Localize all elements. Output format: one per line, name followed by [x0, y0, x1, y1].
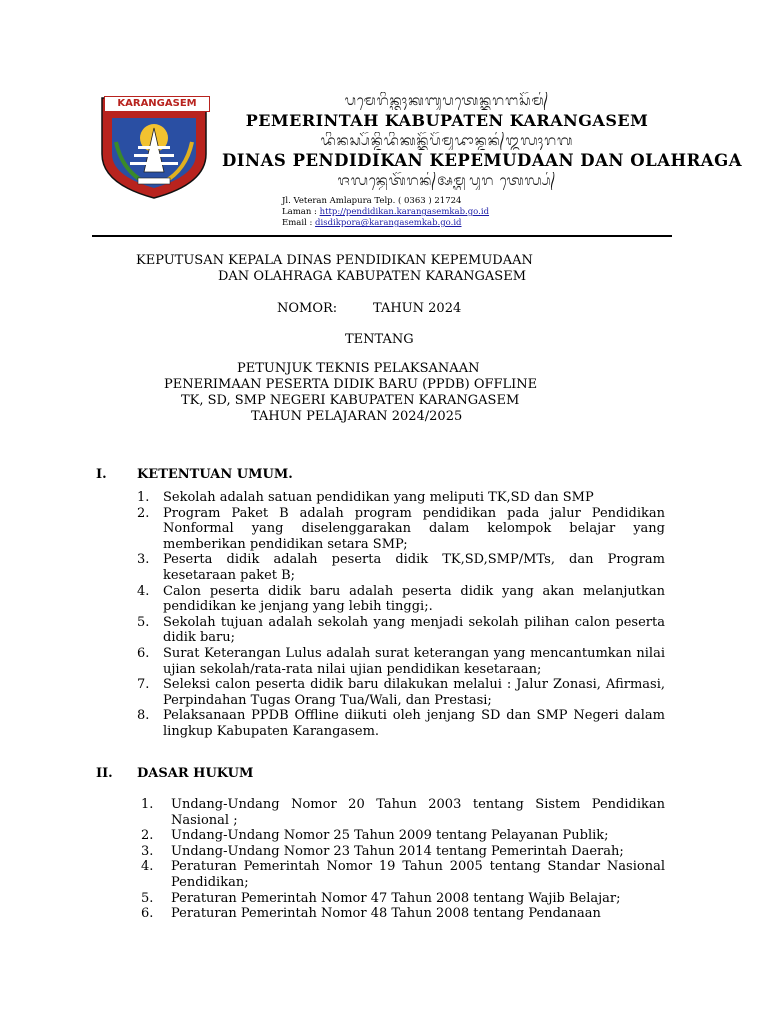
tentang-label: TENTANG [345, 332, 414, 347]
list-item [137, 506, 665, 553]
website-label: Laman : [282, 207, 317, 217]
balinese-script-line-3: ᬚᬮᬦ᭄ᬯᬾᬢᭂᬭᬦ᭄ᬅᬫ᭄ᬮᬧᬸᬭ ᬢᬾᬮ᭄ᬧ᭄ [337, 173, 557, 189]
list-item [137, 615, 665, 646]
balinese-script-line-2: ᬤᬶᬦᬲ᭄ᬧᭂᬦ᭄ᬤᬶᬤᬶᬓᬦ᭄ᬓᭂᬧᭂᬫᬸᬤᬵᬦ᭄ᬤᬦ᭄ᬑᬮᬄᬭᬕ [320, 133, 574, 149]
subject-line-3: TK, SD, SMP NEGERI KABUPATEN KARANGASEM [181, 393, 520, 408]
balinese-script-line-1: ᬧᬫᬾᬭᬶᬦ᭄ᬢᬄᬓᬩᬸᬧᬢᬾᬦ᭄ᬓᬭᬗᬲᭂᬫ᭄ [344, 93, 550, 109]
list-item-number: 5. [141, 890, 154, 906]
section-1-number: I. [96, 467, 107, 482]
list-item [137, 891, 665, 907]
list-item-text: Program Paket B adalah program pendidikan pada jalur Pendidikan Nonformal yang diselenggarakan dalam kelompok belajar yang memberikan pendidikan setara SMP; [163, 505, 665, 552]
list-item-text: Peserta didik adalah peserta didik TK,SD,SMP/MTs, dan Program kesetaraan paket B; [163, 552, 665, 583]
list-item-number: 5. [137, 614, 150, 630]
list-item-number: 6. [137, 645, 150, 661]
list-item [137, 584, 665, 615]
list-item-text: Surat Keterangan Lulus adalah surat keterangan yang mencantumkan nilai ujian sekolah/rata-rata nilai ujian pendidikan kesetaraan; [163, 645, 665, 677]
email-line [282, 218, 489, 229]
list-item-text: Seleksi calon peserta didik baru dilakukan melalui : Jalur Zonasi, Afirmasi, Perpindahan Tugas Orang Tua/Wali, dan Prestasi; [163, 677, 665, 708]
website-line [282, 207, 489, 218]
website-link[interactable]: http://pendidikan.karangasemkab.go.id [319, 207, 490, 217]
list-item-number: 4. [137, 583, 150, 599]
list-item-number: 3. [141, 843, 154, 859]
list-item-number: 4. [141, 859, 154, 875]
list-item [137, 828, 665, 844]
list-item [137, 708, 665, 739]
list-item-text: Undang-Undang Nomor 25 Tahun 2009 tentang Pelayanan Publik; [171, 828, 609, 844]
section-1-list [137, 490, 665, 740]
contact-block [282, 196, 489, 229]
agency-name: DINAS PENDIDIKAN KEPEMUDAAN DAN OLAHRAGA [222, 151, 742, 170]
address-line: Jl. Veteran Amlapura Telp. ( 0363 ) 21724 [282, 196, 462, 206]
list-item [137, 859, 665, 890]
decree-title-line-2: DAN OLAHRAGA KABUPATEN KARANGASEM [218, 269, 527, 284]
letterhead-divider [92, 235, 672, 237]
list-item [137, 552, 665, 583]
list-item-text: Undang-Undang Nomor 20 Tahun 2003 tentang Sistem Pendidikan Nasional ; [171, 797, 665, 828]
list-item-text: Peraturan Pemerintah Nomor 48 Tahun 2008 tentang Pendanaan [171, 906, 601, 922]
tahun-label: TAHUN 2024 [373, 301, 462, 316]
subject-line-4: TAHUN PELAJARAN 2024/2025 [251, 409, 463, 424]
list-item [137, 677, 665, 708]
subject-line-2: PENERIMAAN PESERTA DIDIK BARU (PPDB) OFFLINE [164, 377, 538, 392]
list-item [137, 844, 665, 860]
section-1-title: KETENTUAN UMUM. [137, 467, 293, 482]
list-item-number: 2. [137, 505, 150, 521]
email-link[interactable]: disdikpora@karangasemkab.go.id [315, 218, 462, 228]
list-item-number: 7. [137, 677, 150, 693]
section-2-list [137, 797, 665, 922]
email-label: Email : [282, 218, 313, 228]
karangasem-emblem [94, 92, 214, 202]
list-item-text: Sekolah tujuan adalah sekolah yang menjadi sekolah pilihan calon peserta didik baru; [163, 614, 665, 646]
list-item-number: 2. [141, 828, 154, 844]
list-item [137, 906, 665, 922]
list-item-text: Undang-Undang Nomor 23 Tahun 2014 tentang Pemerintah Daerah; [171, 843, 624, 859]
section-2-number: II. [96, 766, 113, 781]
letterhead [92, 92, 742, 242]
list-item-number: 6. [141, 906, 154, 922]
list-item-number: 1. [141, 797, 154, 812]
emblem-label: KARANGASEM [104, 96, 210, 112]
decree-title-line-1: KEPUTUSAN KEPALA DINAS PENDIDIKAN KEPEMUDAAN [136, 253, 533, 268]
list-item [137, 797, 665, 828]
subject-line-1: PETUNJUK TEKNIS PELAKSANAAN [237, 361, 480, 376]
list-item-number: 8. [137, 708, 150, 724]
list-item-text: Peraturan Pemerintah Nomor 47 Tahun 2008 tentang Wajib Belajar; [171, 890, 621, 906]
letterhead-text [222, 92, 742, 190]
government-name: PEMERINTAH KABUPATEN KARANGASEM [245, 111, 649, 130]
list-item-text: Sekolah adalah satuan pendidikan yang meliputi TK,SD dan SMP [163, 490, 594, 505]
list-item [137, 646, 665, 677]
list-item-text: Calon peserta didik baru adalah peserta didik yang akan melanjutkan pendidikan ke jenjang yang lebih tinggi;. [163, 583, 665, 615]
list-item-text: Pelaksanaan PPDB Offline diikuti oleh jenjang SD dan SMP Negeri dalam lingkup Kabupaten Karangasem. [163, 708, 665, 739]
list-item-text: Peraturan Pemerintah Nomor 19 Tahun 2005 tentang Standar Nasional Pendidikan; [171, 859, 665, 890]
list-item [137, 490, 665, 506]
section-2-title: DASAR HUKUM [137, 766, 254, 781]
list-item-number: 1. [137, 490, 150, 505]
list-item-number: 3. [137, 552, 150, 568]
nomor-label: NOMOR: [277, 301, 338, 316]
